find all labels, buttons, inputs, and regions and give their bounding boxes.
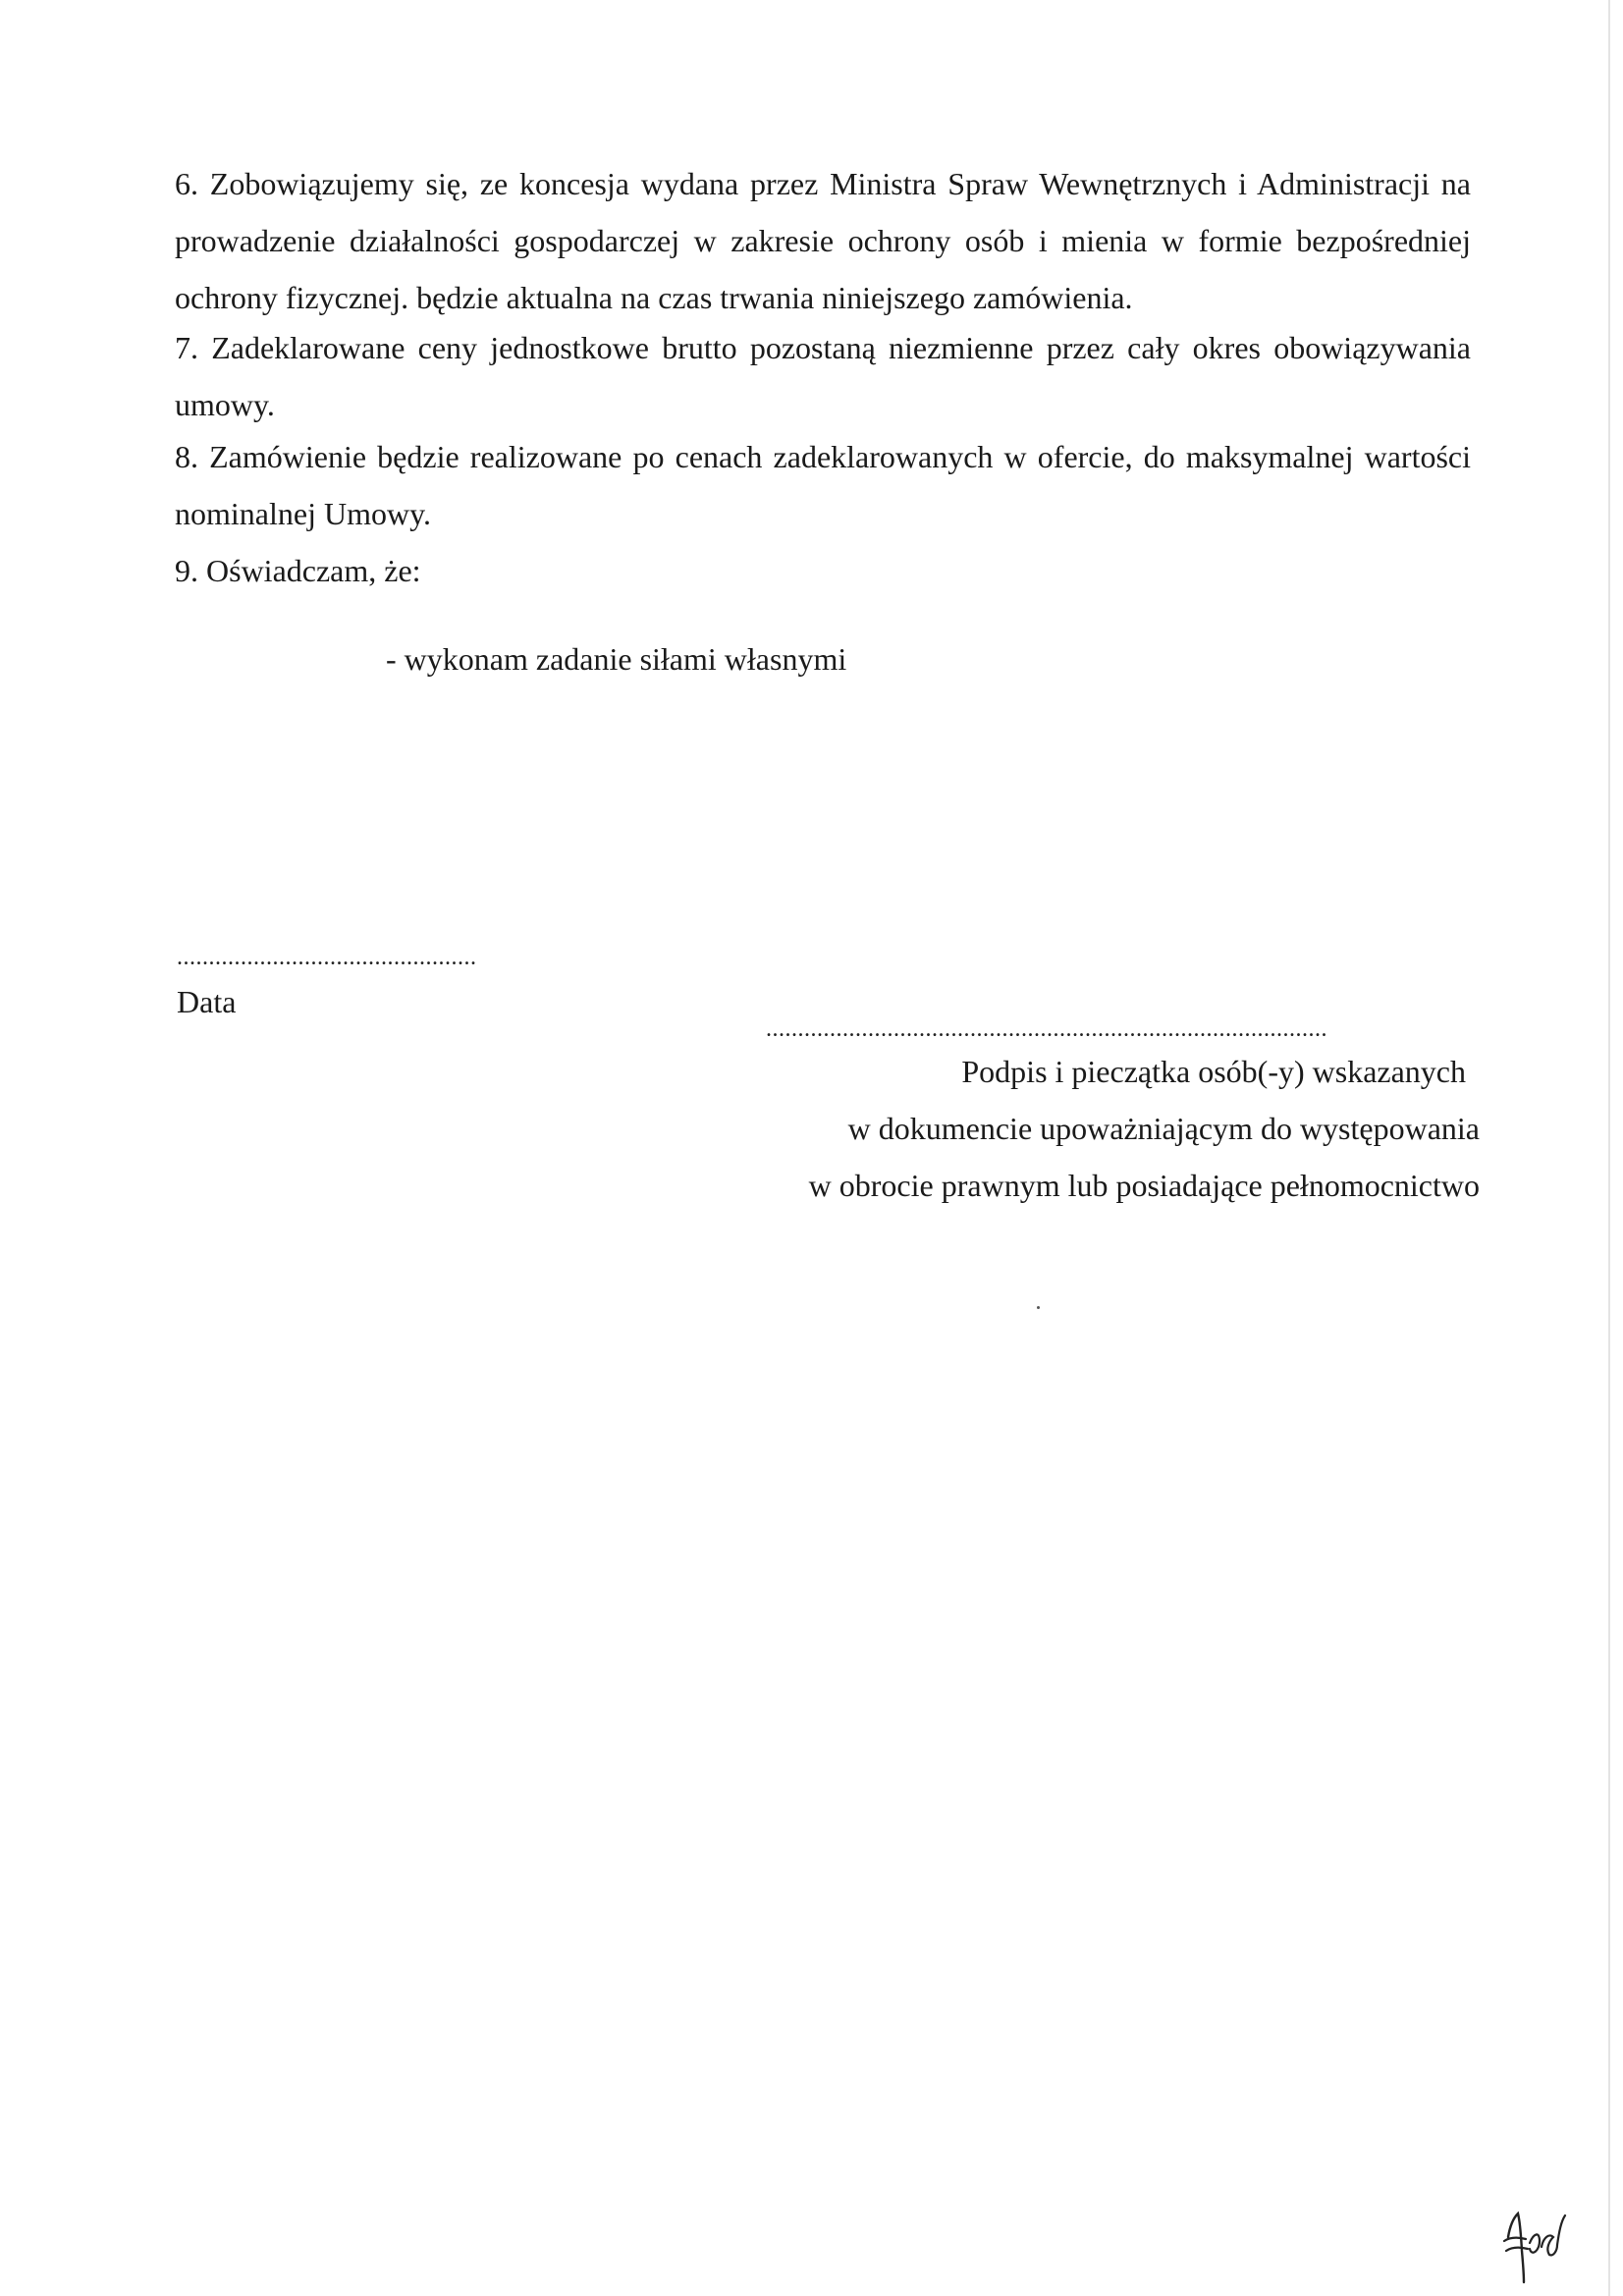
handwritten-initials-icon [1500, 2208, 1569, 2284]
clause-8-text: 8. Zamówienie będzie realizowane po cenach zadeklarowanych w ofercie, do maksymalnej wartości nominalnej Umowy. [175, 439, 1471, 531]
clause-7 [175, 319, 1471, 433]
date-dotted-line: ............................................... [177, 945, 477, 970]
signature-caption [809, 1043, 1480, 1214]
signature-caption-line-2: w dokumencie upoważniającym do występowania [847, 1111, 1480, 1146]
signature-dotted-line: ........................................................................................ [766, 1016, 1327, 1042]
declaration-item: - wykonam zadanie siłami własnymi [386, 641, 847, 677]
clause-9-text: 9. Oświadczam, że: [175, 553, 421, 588]
signature-caption-line-3: w obrocie prawnym lub posiadające pełnomocnictwo [808, 1168, 1480, 1203]
clause-9 [175, 542, 1471, 599]
clause-6-text: 6. Zobowiązujemy się, ze koncesja wydana przez Ministra Spraw Wewnętrznych i Administracji na prowadzenie działalności gospodarczej w zakresie ochrony osób i mienia w formie bezpośredniej ochrony fizycznej. będzie aktualna na czas trwania niniejszego zamówienia. [175, 166, 1471, 315]
scan-edge-line [1608, 0, 1610, 2296]
clause-7-text: 7. Zadeklarowane ceny jednostkowe brutto pozostaną niezmienne przez cały okres obowiązywania umowy. [175, 330, 1471, 422]
scan-speck [1037, 1306, 1040, 1309]
signature-caption-line-1: Podpis i pieczątka osób(-y) wskazanych [961, 1054, 1466, 1089]
clause-8 [175, 428, 1471, 542]
clause-6 [175, 155, 1471, 326]
date-label: Data [177, 984, 237, 1019]
